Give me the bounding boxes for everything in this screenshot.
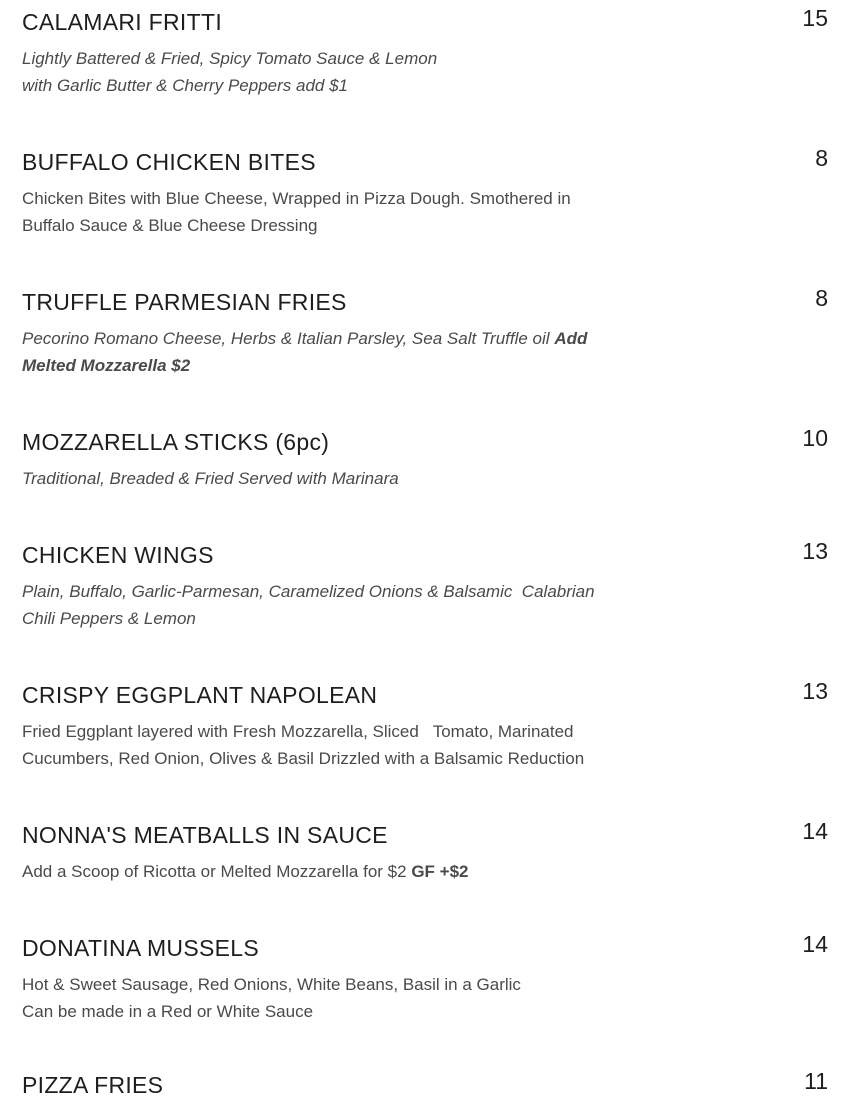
item-price: 10 [802, 425, 828, 451]
item-description [22, 185, 622, 239]
description-line: Fried Eggplant layered with Fresh Mozzarella, Sliced Tomato, Marinated [22, 722, 574, 741]
item-name: NONNA'S MEATBALLS IN SAUCE [22, 822, 388, 848]
description-line: Buffalo Sauce & Blue Cheese Dressing [22, 216, 318, 235]
description-text: Add a Scoop of Ricotta or Melted Mozzarella for $2 [22, 862, 407, 881]
gluten-free-note: GF +$2 [411, 862, 469, 881]
description-line: Cucumbers, Red Onion, Olives & Basil Drizzled with a Balsamic Reduction [22, 749, 585, 768]
description-line: Plain, Buffalo, Garlic-Parmesan, Caramelized Onions & Balsamic Calabrian [22, 582, 595, 601]
item-name: CALAMARI FRITTI [22, 9, 223, 35]
description-line [22, 858, 622, 885]
item-price: 14 [802, 818, 828, 844]
description-line: Hot & Sweet Sausage, Red Onions, White Beans, Basil in a Garlic [22, 975, 521, 994]
item-name: CHICKEN WINGS [22, 542, 214, 568]
item-description [22, 971, 622, 1025]
item-description [22, 718, 622, 772]
item-price: 8 [815, 285, 828, 311]
item-price: 13 [802, 538, 828, 564]
item-description [22, 45, 622, 99]
description-line: Can be made in a Red or White Sauce [22, 1002, 314, 1021]
description-line: with Garlic Butter & Cherry Peppers add $1 [22, 76, 348, 95]
item-price: 14 [802, 931, 828, 957]
item-name: PIZZA FRIES [22, 1072, 164, 1098]
item-price: 13 [802, 678, 828, 704]
description-line [22, 325, 622, 352]
description-line: Traditional, Breaded & Fried Served with Marinara [22, 469, 399, 488]
item-description [22, 465, 622, 492]
item-description [22, 578, 622, 632]
description-emphasis: Add [554, 329, 588, 348]
description-line: Chili Peppers & Lemon [22, 609, 196, 628]
item-price: 8 [815, 145, 828, 171]
item-name: TRUFFLE PARMESIAN FRIES [22, 289, 347, 315]
item-description [22, 325, 622, 379]
item-description [22, 858, 622, 885]
description-line: Lightly Battered & Fried, Spicy Tomato Sauce & Lemon [22, 49, 438, 68]
description-text: Pecorino Romano Cheese, Herbs & Italian Parsley, Sea Salt Truffle oil [22, 329, 550, 348]
description-line: Chicken Bites with Blue Cheese, Wrapped in Pizza Dough. Smothered in [22, 189, 571, 208]
item-price: 11 [804, 1068, 828, 1094]
item-name: DONATINA MUSSELS [22, 935, 259, 961]
item-price: 15 [802, 5, 828, 31]
description-emphasis: Melted Mozzarella $2 [22, 356, 191, 375]
item-name: CRISPY EGGPLANT NAPOLEAN [22, 682, 378, 708]
item-name: BUFFALO CHICKEN BITES [22, 149, 316, 175]
item-name: MOZZARELLA STICKS (6pc) [22, 429, 330, 455]
